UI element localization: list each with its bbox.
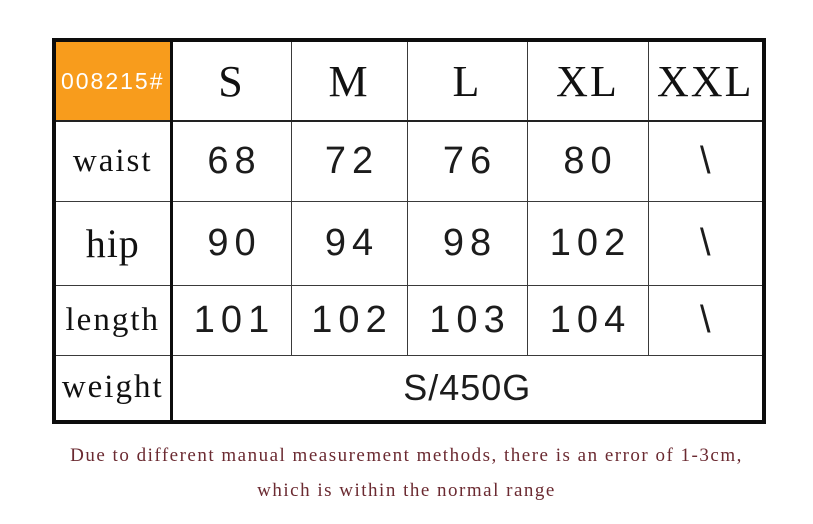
hip-value-xxl: \ — [648, 201, 764, 285]
hip-value-m: 94 — [291, 201, 407, 285]
length-value-m: 102 — [291, 285, 407, 355]
weight-value-cell: S/450G — [171, 355, 764, 422]
waist-value-m: 72 — [291, 121, 407, 201]
hip-value-xl: 102 — [527, 201, 648, 285]
row-label-hip: hip — [54, 201, 171, 285]
size-header-m: M — [291, 40, 407, 121]
row-label-waist: waist — [54, 121, 171, 201]
hip-value-l: 98 — [407, 201, 527, 285]
size-header-l: L — [407, 40, 527, 121]
waist-value-xxl: \ — [648, 121, 764, 201]
measurement-row-waist — [54, 121, 764, 201]
measurement-row-length — [54, 285, 764, 355]
header-row — [54, 40, 764, 121]
length-value-s: 101 — [171, 285, 291, 355]
size-header-xxl: XXL — [648, 40, 764, 121]
product-code-cell: 008215# — [54, 40, 171, 121]
weight-row — [54, 355, 764, 422]
hip-value-s: 90 — [171, 201, 291, 285]
waist-value-xl: 80 — [527, 121, 648, 201]
waist-value-l: 76 — [407, 121, 527, 201]
disclaimer-line-1: Due to different manual measurement methods, there is an error of 1-3cm, — [70, 445, 743, 466]
waist-value-s: 68 — [171, 121, 291, 201]
measurement-row-hip — [54, 201, 764, 285]
row-label-weight: weight — [54, 355, 171, 422]
length-value-xxl: \ — [648, 285, 764, 355]
size-chart-table — [52, 38, 766, 424]
length-value-xl: 104 — [527, 285, 648, 355]
disclaimer-line-2: which is within the normal range — [257, 480, 556, 501]
size-header-s: S — [171, 40, 291, 121]
size-header-xl: XL — [527, 40, 648, 121]
measurement-disclaimer — [0, 438, 813, 508]
row-label-length: length — [54, 285, 171, 355]
length-value-l: 103 — [407, 285, 527, 355]
